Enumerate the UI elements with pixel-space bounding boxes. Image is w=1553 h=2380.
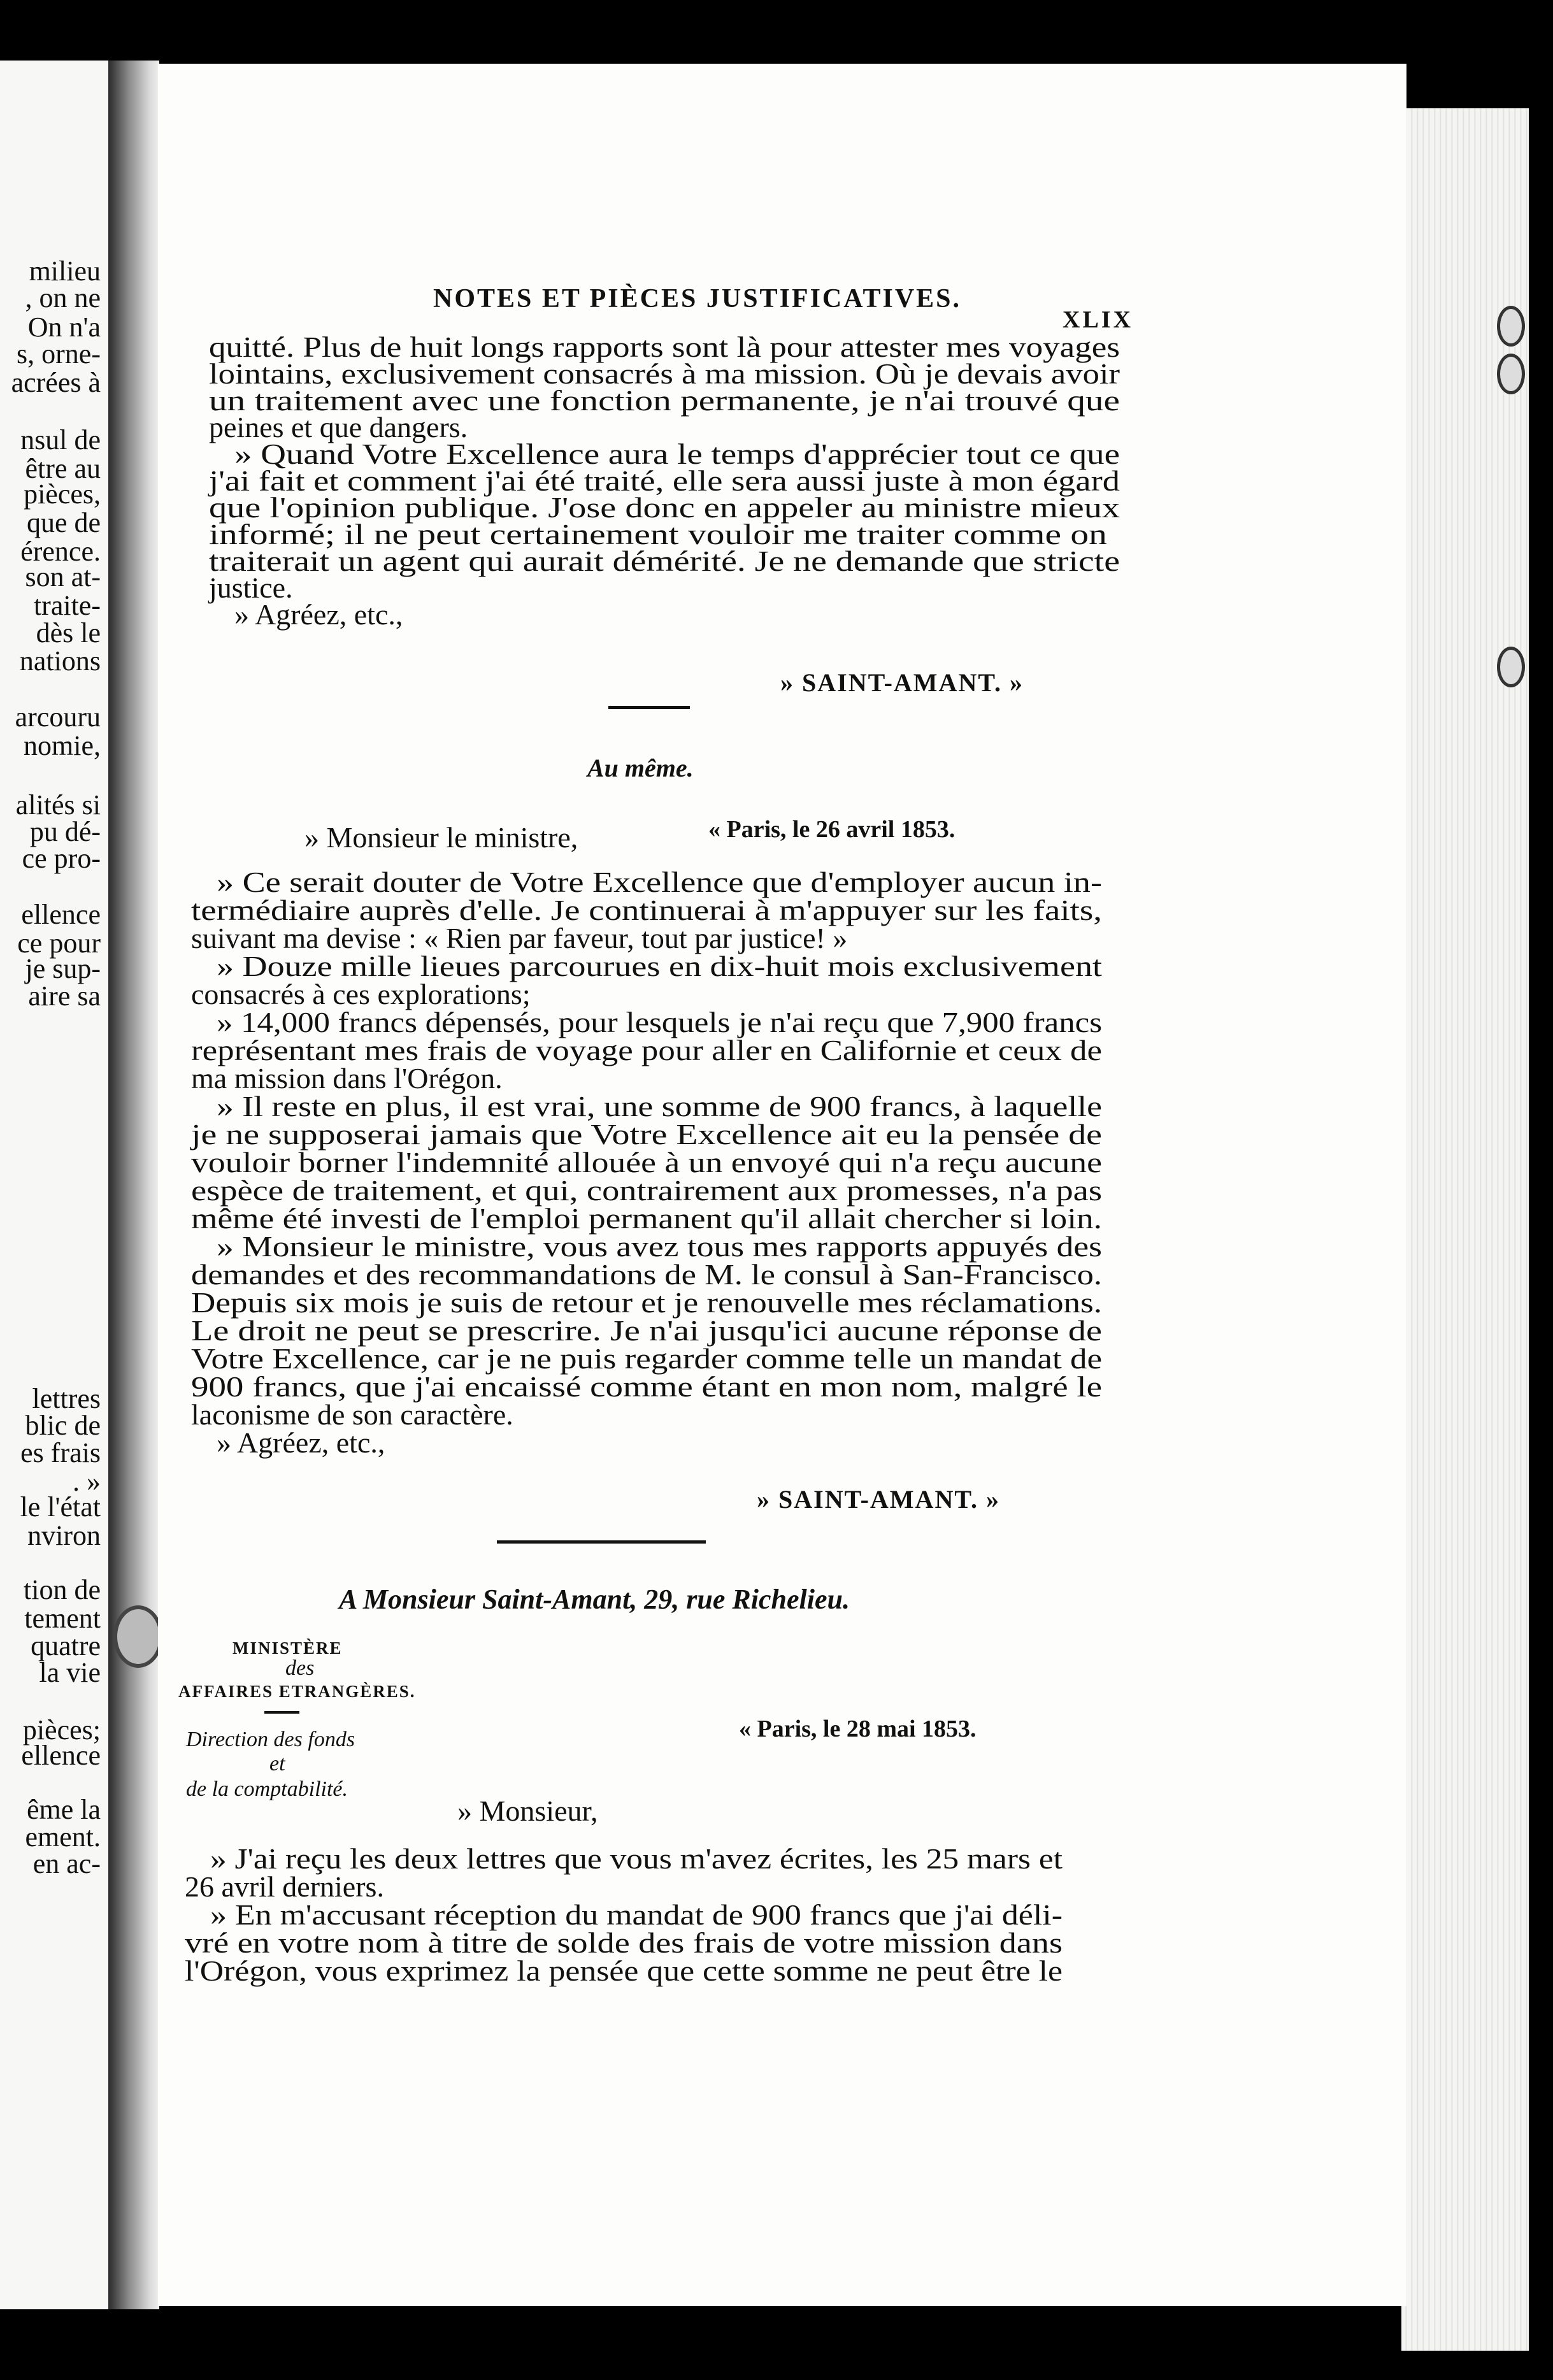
text-line: » Monsieur le ministre, vous avez tous mes rapports appuyés des xyxy=(217,1230,1102,1263)
left-page-fragment: le l'état xyxy=(20,1491,101,1523)
text-line: Le droit ne peut se prescrire. Je n'ai jusqu'ici aucune réponse de xyxy=(191,1314,1103,1347)
left-page-fragment: tement xyxy=(24,1603,101,1634)
left-page-fragment: milieu xyxy=(29,255,101,287)
signature-1: » SAINT-AMANT. » xyxy=(780,668,1024,697)
binding-ring xyxy=(113,1605,163,1668)
text-line: » En m'accusant réception du mandat de 900 francs que j'ai déli- xyxy=(210,1898,1063,1931)
left-page-fragment: pu dé- xyxy=(29,816,101,847)
letter-3-dateline: « Paris, le 28 mai 1853. xyxy=(739,1716,977,1742)
left-page-fragment: On n'a xyxy=(27,312,101,343)
left-page-fragment: dès le xyxy=(36,617,101,649)
left-page-fragment: pièces; xyxy=(22,1714,101,1746)
left-page-fragment: nsul de xyxy=(20,424,101,455)
direction-line-1: Direction des fonds xyxy=(186,1728,355,1751)
left-page-fragment: en ac- xyxy=(32,1848,101,1879)
text-line: justice. xyxy=(209,571,293,604)
book-gutter xyxy=(108,61,159,2309)
left-page-fragment: nomie, xyxy=(24,730,101,761)
signature-2: » SAINT-AMANT. » xyxy=(757,1485,1001,1514)
text-line: représentant mes frais de voyage pour aller en Californie et ceux de xyxy=(191,1034,1102,1066)
text-line: » J'ai reçu les deux lettres que vous m'avez écrites, les 25 mars et xyxy=(210,1842,1063,1875)
text-line: vré en votre nom à titre de solde des frais de votre mission dans xyxy=(185,1926,1063,1959)
ministry-line-3: AFFAIRES ETRANGÈRES. xyxy=(178,1682,416,1701)
text-line: » Agréez, etc., xyxy=(217,1426,385,1459)
left-page-fragment: tion de xyxy=(24,1574,101,1605)
letter-3-heading: A Monsieur Saint-Amant, 29, rue Richelieu. xyxy=(339,1584,850,1615)
running-head: NOTES ET PIÈCES JUSTIFICATIVES. xyxy=(433,284,962,313)
text-line: consacrés à ces explorations; xyxy=(191,978,531,1010)
text-line: » Agréez, etc., xyxy=(234,598,403,631)
left-page-fragment: érence. xyxy=(20,536,101,567)
left-page-fragment: quatre xyxy=(31,1630,101,1661)
text-line: lointains, exclusivement consacrés à ma mission. Où je devais avoir xyxy=(209,357,1120,390)
text-line: » 14,000 francs dépensés, pour lesquels je n'ai reçu que 7,900 francs xyxy=(217,1006,1102,1038)
page-stack-edges xyxy=(1401,108,1529,2351)
page-number: XLIX xyxy=(1063,306,1134,333)
left-page-fragment: nviron xyxy=(27,1520,101,1551)
previous-page-edge xyxy=(0,61,108,2309)
left-page-fragment: pièces, xyxy=(24,478,101,510)
text-line: Votre Excellence, car je ne puis regarder comme telle un mandat de xyxy=(191,1342,1102,1375)
text-line: quitté. Plus de huit longs rapports sont là pour attester mes voyages xyxy=(209,331,1120,363)
text-line: 900 francs, que j'ai encaissé comme étant en mon nom, malgré le xyxy=(191,1370,1102,1403)
page-ring-middle xyxy=(1497,647,1525,687)
left-page-fragment: que de xyxy=(26,507,101,538)
separator-short xyxy=(608,706,690,709)
ministry-line-1: MINISTÈRE xyxy=(233,1638,343,1658)
text-line: laconisme de son caractère. xyxy=(191,1398,513,1431)
left-page-fragment: ement. xyxy=(25,1821,101,1853)
text-line: termédiaire auprès d'elle. Je continuerai à m'appuyer sur les faits, xyxy=(191,894,1102,926)
text-line: traiterait un agent qui aurait démérité. Je ne demande que stricte xyxy=(209,545,1120,577)
left-page-fragment: nations xyxy=(19,645,101,677)
left-page-fragment: ce pro- xyxy=(22,843,101,874)
text-line: Depuis six mois je suis de retour et je renouvelle mes réclamations. xyxy=(191,1286,1102,1319)
text-line: 26 avril derniers. xyxy=(185,1870,384,1903)
text-line: suivant ma devise : « Rien par faveur, tout par justice! » xyxy=(191,922,848,954)
left-page-fragment: ême la xyxy=(26,1794,101,1825)
letter-2-dateline: « Paris, le 26 avril 1853. xyxy=(708,816,955,843)
text-line: un traitement avec une fonction permanente, je n'ai trouvé que xyxy=(209,384,1120,417)
left-page-fragment: . » xyxy=(73,1466,101,1497)
text-line: » Douze mille lieues parcourues en dix-huit mois exclusivement xyxy=(217,950,1102,982)
text-line: je ne supposerai jamais que Votre Excellence ait eu la pensée de xyxy=(191,1118,1102,1151)
left-page-fragment: es frais xyxy=(20,1437,101,1468)
text-line: vouloir borner l'indemnité allouée à un envoyé qui n'a reçu aucune xyxy=(191,1146,1102,1179)
text-line: » Il reste en plus, il est vrai, une somme de 900 francs, à laquelle xyxy=(217,1090,1102,1122)
text-line: que l'opinion publique. J'ose donc en appeler au ministre mieux xyxy=(209,491,1120,524)
left-page-fragment: être au xyxy=(25,453,101,484)
text-line: même été investi de l'emploi permanent qu'il allait chercher si loin. xyxy=(191,1202,1102,1235)
left-page-fragment: son at- xyxy=(25,561,101,592)
letter-2-heading: Au même. xyxy=(587,754,694,782)
text-line: » Ce serait douter de Votre Excellence que d'employer aucun in- xyxy=(217,866,1102,898)
text-line: peines et que dangers. xyxy=(209,411,468,443)
page-ring-upper xyxy=(1497,354,1525,394)
left-page-fragment: la vie xyxy=(39,1657,101,1688)
left-page-fragment: s, orne- xyxy=(17,338,101,369)
direction-line-3: de la comptabilité. xyxy=(186,1777,348,1801)
left-page-fragment: arcouru xyxy=(15,701,101,733)
text-line: espèce de traitement, et qui, contrairement aux promesses, n'a pas xyxy=(191,1174,1102,1207)
text-line: » Quand Votre Excellence aura le temps d'apprécier tout ce que xyxy=(234,438,1120,470)
ministry-dash xyxy=(264,1711,299,1714)
ministry-line-2: des xyxy=(285,1656,315,1680)
left-page-fragment: alités si xyxy=(15,789,101,821)
text-line: informé; il ne peut certainement vouloir me traiter comme on xyxy=(209,518,1107,550)
left-page-fragment: ellence xyxy=(21,1740,101,1771)
text-line: demandes et des recommandations de M. le consul à San-Francisco. xyxy=(191,1258,1102,1291)
letter-3-salutation: » Monsieur, xyxy=(457,1795,598,1827)
left-page-fragment: blic de xyxy=(25,1410,101,1441)
left-page-fragment: , on ne xyxy=(25,282,101,313)
left-page-fragment: ce pour xyxy=(17,928,101,959)
text-line: l'Orégon, vous exprimez la pensée que cette somme ne peut être le xyxy=(185,1954,1063,1987)
text-line: ma mission dans l'Orégon. xyxy=(191,1062,503,1094)
left-page-fragment: je sup- xyxy=(25,953,101,984)
left-page-fragment: acrées à xyxy=(11,367,101,398)
left-page-fragment: ellence xyxy=(21,899,101,930)
left-page-fragment: traite- xyxy=(33,590,101,621)
separator-long xyxy=(497,1540,706,1544)
page-ring-top xyxy=(1497,306,1525,347)
letter-2-salutation: » Monsieur le ministre, xyxy=(304,821,578,854)
text-line: j'ai fait et comment j'ai été traité, elle sera aussi juste à mon égard xyxy=(209,464,1120,497)
left-page-fragment: aire sa xyxy=(28,980,101,1012)
direction-line-2: et xyxy=(269,1752,285,1775)
left-page-fragment: lettres xyxy=(32,1383,101,1414)
